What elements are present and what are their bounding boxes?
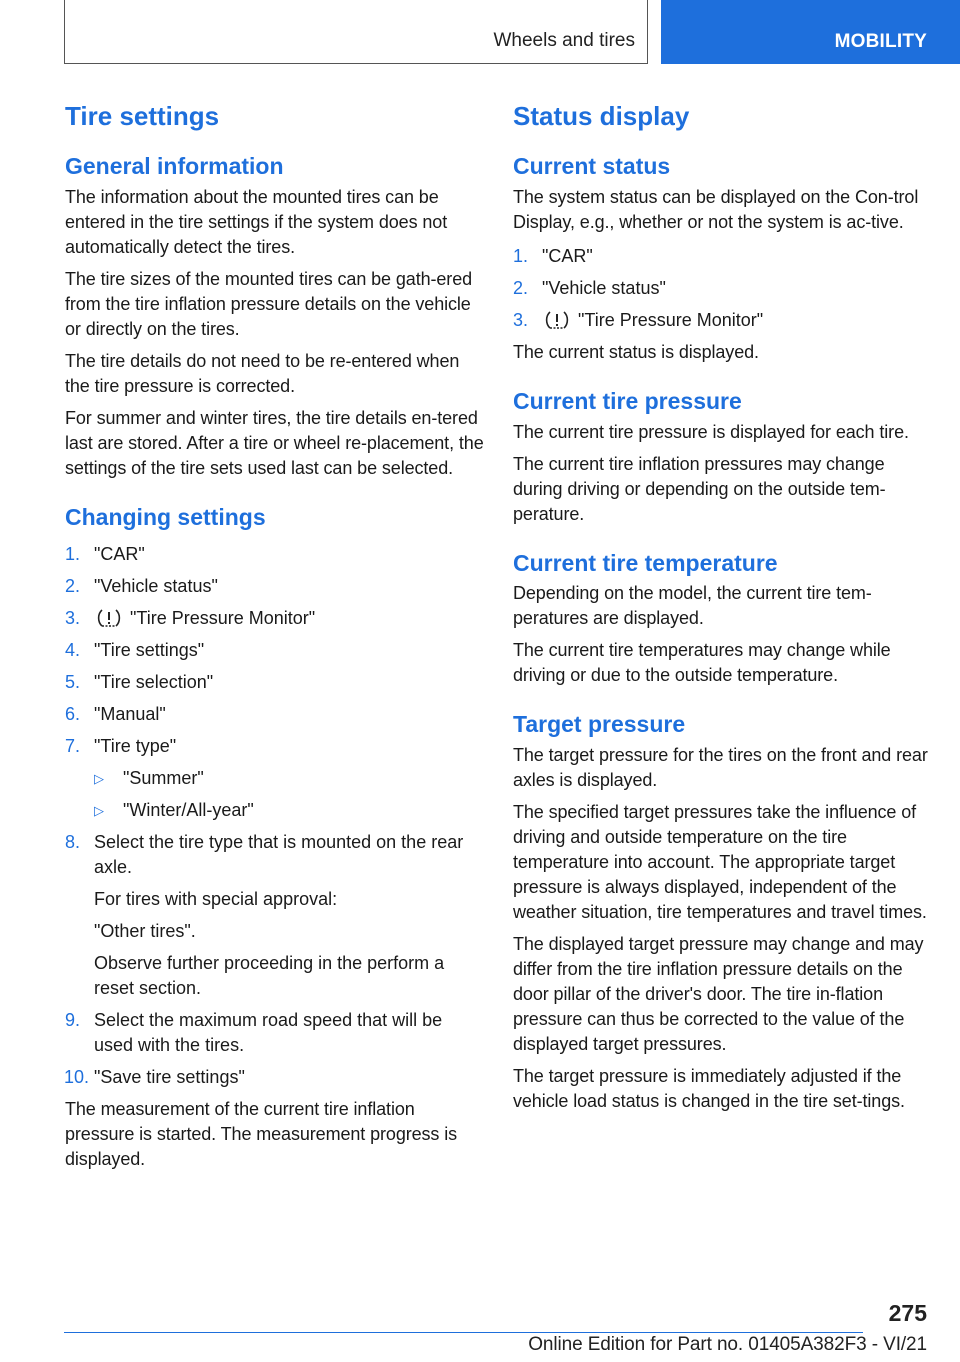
header-section-box — [64, 0, 648, 64]
footer-divider — [64, 1332, 863, 1333]
step-number: 7. — [65, 735, 81, 756]
paragraph: The information about the mounted tires can be entered in the tire settings if the system does not automatically detect the tires. — [65, 186, 448, 257]
list-item — [513, 308, 933, 333]
step-text: "Vehicle status" — [542, 277, 666, 298]
step-text: "Manual" — [94, 703, 166, 724]
tire-pressure-warning-icon — [96, 609, 122, 627]
list-item — [65, 542, 485, 567]
step-text: "Tire Pressure Monitor" — [578, 309, 764, 330]
current-tire-pressure-heading: Current tire pressure — [513, 387, 742, 414]
step-text: "Tire selection" — [94, 671, 214, 692]
general-information-heading: General information — [65, 152, 284, 179]
step-number: 1. — [513, 245, 529, 266]
step-note: For tires with special approval: — [94, 888, 338, 909]
step-text: "Tire settings" — [94, 639, 205, 660]
step-note: "Other tires". — [94, 920, 196, 941]
status-display-title: Status display — [513, 101, 690, 131]
step-number: 1. — [65, 543, 81, 564]
triangle-right-icon: ▷ — [94, 770, 104, 786]
list-item — [65, 702, 485, 727]
step-text: Select the tire type that is mounted on the rear axle. — [94, 831, 464, 877]
paragraph: Depending on the model, the current tire tem-peratures are displayed. — [513, 583, 872, 629]
page-number: 275 — [888, 1300, 927, 1326]
step-number: 2. — [513, 277, 529, 298]
left-column — [65, 100, 485, 1179]
list-item — [65, 606, 485, 631]
list-item — [94, 766, 485, 791]
list-item — [513, 276, 933, 301]
step-number: 10. — [64, 1066, 90, 1087]
list-item — [65, 638, 485, 663]
paragraph: The target pressure for the tires on the front and rear axles is displayed. — [513, 745, 928, 791]
tire-pressure-warning-icon — [544, 311, 570, 329]
changing-settings-heading: Changing settings — [65, 503, 266, 530]
paragraph: The tire sizes of the mounted tires can be gath-ered from the tire inflation pressure details on the vehicle or directly on the tires. — [65, 268, 473, 339]
step-text: "Save tire settings" — [94, 1066, 245, 1087]
list-item — [65, 830, 485, 1001]
paragraph: The tire details do not need to be re-entered when the tire pressure is corrected. — [65, 350, 460, 396]
step-text: "CAR" — [94, 543, 145, 564]
paragraph: The current tire temperatures may change while driving or due to the outside temperature. — [513, 640, 891, 686]
paragraph: For summer and winter tires, the tire details en-tered last are stored. After a tire or wheel re-placement, the settings of the tire sets used last can be selected. — [65, 407, 484, 478]
option-text: "Summer" — [123, 767, 204, 788]
paragraph: The system status can be displayed on the Con-trol Display, e.g., whether or not the system is ac-tive. — [513, 186, 919, 232]
paragraph: The current tire pressure is displayed for each tire. — [513, 421, 909, 442]
step-text: "CAR" — [542, 245, 593, 266]
list-item — [65, 1065, 485, 1090]
header-chapter-box — [661, 0, 960, 64]
paragraph: The current status is displayed. — [513, 341, 759, 362]
list-item — [65, 670, 485, 695]
paragraph: The measurement of the current tire inflation pressure is started. The measurement progress is displayed. — [65, 1098, 458, 1169]
step-number: 4. — [65, 639, 81, 660]
paragraph: The specified target pressures take the influence of driving and outside temperature on the tire temperature into account. The appropriate target pressure is always displayed, independent of the weather situation, tire temperatures and travel times. — [513, 802, 927, 923]
step-number: 8. — [65, 831, 81, 852]
step-number: 3. — [513, 309, 529, 330]
current-tire-temperature-heading: Current tire temperature — [513, 549, 778, 576]
tire-settings-title: Tire settings — [65, 101, 220, 131]
tire-type-options — [94, 766, 485, 823]
paragraph: The current tire inflation pressures may change during driving or depending on the outside tem-perature. — [513, 453, 886, 524]
step-number: 9. — [65, 1009, 81, 1030]
step-text: "Tire type" — [94, 735, 177, 756]
footer-edition: Online Edition for Part no. 01405A382F3 - VI/21 — [528, 1334, 927, 1355]
step-number: 3. — [65, 607, 81, 628]
changing-settings-steps — [65, 542, 485, 1090]
list-item — [65, 1008, 485, 1058]
right-column — [513, 100, 933, 1121]
paragraph: The target pressure is immediately adjusted if the vehicle load status is changed in the tire set-tings. — [513, 1066, 905, 1112]
target-pressure-heading: Target pressure — [513, 711, 686, 738]
header-section-title: Wheels and tires — [493, 30, 635, 51]
list-item — [94, 798, 485, 823]
header-chapter-title: MOBILITY — [834, 31, 927, 52]
step-number: 5. — [65, 671, 81, 692]
list-item — [65, 734, 485, 823]
step-number: 2. — [65, 575, 81, 596]
step-note: Observe further proceeding in the perform a reset section. — [94, 952, 445, 998]
list-item — [513, 244, 933, 269]
step-number: 6. — [65, 703, 81, 724]
paragraph: The displayed target pressure may change and may differ from the tire inflation pressure details on the door pillar of the driver's door. The tire in-flation pressure can thus be corrected to the value of the displayed target pressures. — [513, 934, 924, 1055]
step-text: "Tire Pressure Monitor" — [130, 607, 316, 628]
list-item — [65, 574, 485, 599]
step-text: "Vehicle status" — [94, 575, 218, 596]
step-text: Select the maximum road speed that will be used with the tires. — [94, 1009, 443, 1055]
current-status-steps — [513, 244, 933, 333]
option-text: "Winter/All-year" — [123, 799, 254, 820]
current-status-heading: Current status — [513, 152, 671, 179]
triangle-right-icon: ▷ — [94, 802, 104, 818]
